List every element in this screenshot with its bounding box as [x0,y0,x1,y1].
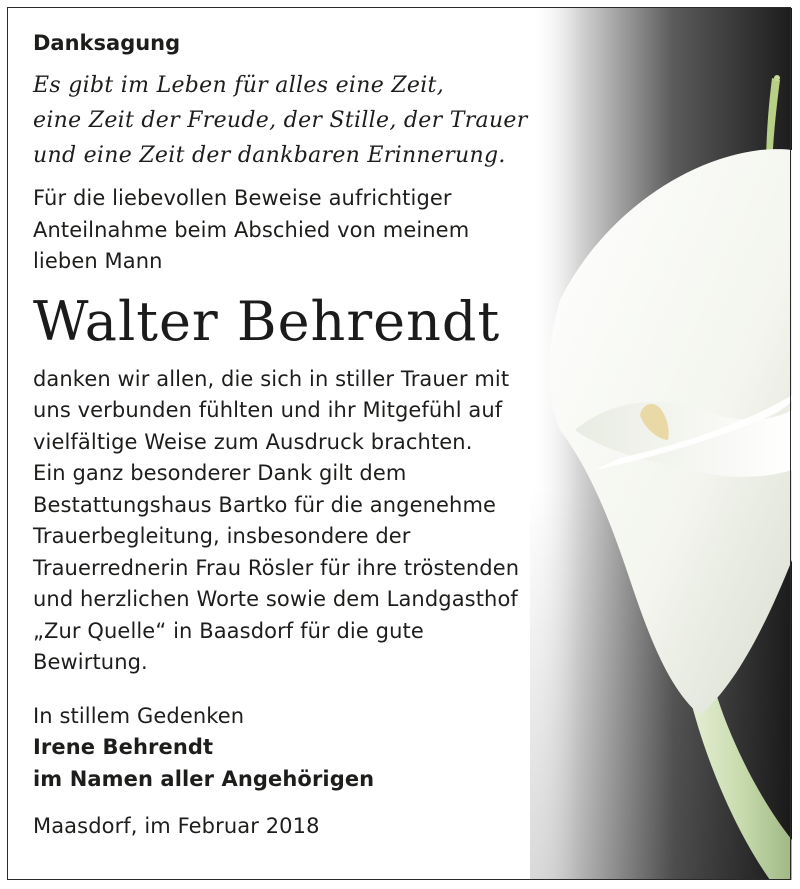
thanks-line: Ein ganz besonderer Dank gilt dem [33,461,407,485]
closing-phrase: In stillem Gedenken [33,703,245,728]
thanks-line: danken wir allen, die sich in stiller Trauer mit [33,366,510,391]
closing-block [33,701,593,796]
deceased-name: Walter Behrendt [33,289,501,353]
thanks-line: Bestattungshaus Bartko für die angenehme [33,492,497,517]
quote-line: eine Zeit der Freude, der Stille, der Trauer [33,108,528,133]
thanks-line: und herzlichen Worte sowie dem Landgasthof [33,587,518,611]
notice-heading: Danksagung [33,31,181,55]
intro-paragraph [33,183,593,278]
thanks-line: „Zur Quelle“ in Baasdorf für die gute [33,618,424,643]
signatory-addition: im Namen aller Angehörigen [33,766,375,791]
thanks-line: Trauerbegleitung, insbesondere der [33,524,411,548]
thanks-line: vielfältige Weise zum Ausdruck brachten. [33,429,473,454]
quote-line: Es gibt im Leben für alles eine Zeit, [33,73,444,98]
quote-block [33,68,593,173]
intro-line: Anteilnahme beim Abschied von meinem [33,217,470,242]
thanks-line: Trauerrednerin Frau Rösler für ihre tröstenden [33,555,520,580]
intro-line: Für die liebevollen Beweise aufrichtiger [33,186,452,210]
intro-line: lieben Mann [33,249,163,273]
notice-text [33,30,593,843]
quote-line: und eine Zeit der dankbaren Erinnerung. [33,143,506,168]
thanks-line: uns verbunden fühlten und ihr Mitgefühl auf [33,398,503,422]
signatory-name: Irene Behrendt [33,735,214,759]
thanks-paragraph [33,364,593,679]
thanks-line: Bewirtung. [33,650,148,674]
place-date: Maasdorf, im Februar 2018 [33,814,320,838]
